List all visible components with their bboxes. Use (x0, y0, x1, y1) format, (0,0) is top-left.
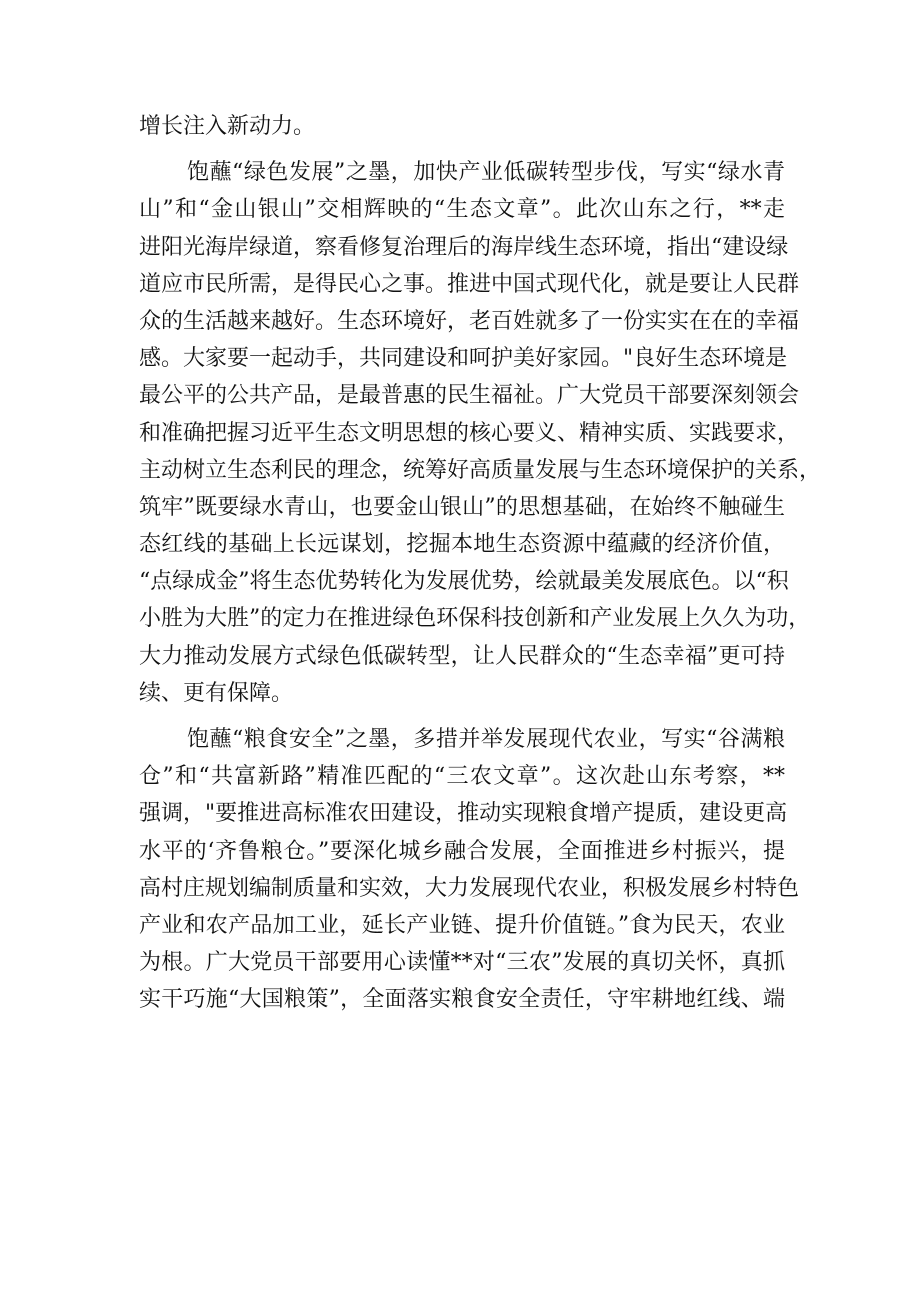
text-line: 仓”和“共富新路”精准匹配的“三农文章”。这次赴山东考察，** (139, 764, 785, 790)
text-line: 水平的‘齐鲁粮仓。”要深化城乡融合发展，全面推进乡村振兴，提 (139, 838, 785, 864)
text-line: 进阳光海岸绿道，察看修复治理后的海岸线生态环境，指出“建设绿 (139, 234, 789, 260)
text-line: 态红线的基础上长远谋划，挖掘本地生态资源中蕴藏的经济价值， (139, 532, 785, 558)
text-line: 筑牢”既要绿水青山，也要金山银山”的思想基础，在始终不触碰生 (139, 494, 785, 520)
text-line: 产业和农产品加工业，延长产业链、提升价值链。”食为民天，农业 (139, 912, 785, 938)
text-line: 大力推动发展方式绿色低碳转型，让人民群众的“生态幸福”更可持 (139, 643, 785, 669)
text-line: 最公平的公共产品，是最普惠的民生福祉。广大党员干部要深刻领会 (139, 383, 800, 409)
text-line: 续、更有保障。 (139, 680, 294, 706)
paragraph-gap (139, 712, 785, 721)
paragraph-first-line: 饱蘸“粮食安全”之墨，多措并举发展现代农业，写实“谷满粮 (187, 727, 785, 752)
text-line: 山”和“金山银山”交相辉映的“生态文章”。此次山东之行，**走 (139, 197, 785, 223)
text-line: 高村庄规划编制质量和实效，大力发展现代农业，积极发展乡村特色 (139, 875, 800, 901)
text-line: 实干巧施“大国粮策”，全面落实粮食安全责任，守牢耕地红线、端 (139, 987, 785, 1013)
text-line: 小胜为大胜”的定力在推进绿色环保科技创新和产业发展上久久为功， (139, 606, 811, 632)
document-body (139, 108, 822, 1019)
text-line: 为根。广大党员干部要用心读懂**对“三农”发展的真切关怀，真抓 (139, 950, 785, 976)
text-line: 增长注入新动力。 (139, 114, 316, 139)
text-line: 强调，"要推进高标准农田建设，推动实现粮食增产提质，建设更高 (139, 801, 788, 827)
text-line: 主动树立生态利民的理念，统筹好高质量发展与生态环境保护的关系， (139, 457, 822, 483)
text-line: 道应市民所需，是得民心之事。推进中国式现代化，就是要让人民群 (139, 271, 800, 297)
paragraph-gap (139, 145, 785, 154)
text-line: 和准确把握习近平生态文明思想的核心要义、精神实质、实践要求， (139, 420, 800, 446)
paragraph-first-line: 饱蘸“绿色发展”之墨，加快产业低碳转型步伐，写实“绿水青 (187, 160, 785, 186)
text-line: 众的生活越来越好。生态环境好，老百姓就多了一份实实在在的幸福 (139, 308, 800, 334)
text-line: 感。大家要一起动手，共同建设和呵护美好家园。"良好生态环境是 (139, 346, 788, 372)
text-line: “点绿成金”将生态优势转化为发展优势，绘就最美发展底色。以“积 (139, 569, 789, 595)
